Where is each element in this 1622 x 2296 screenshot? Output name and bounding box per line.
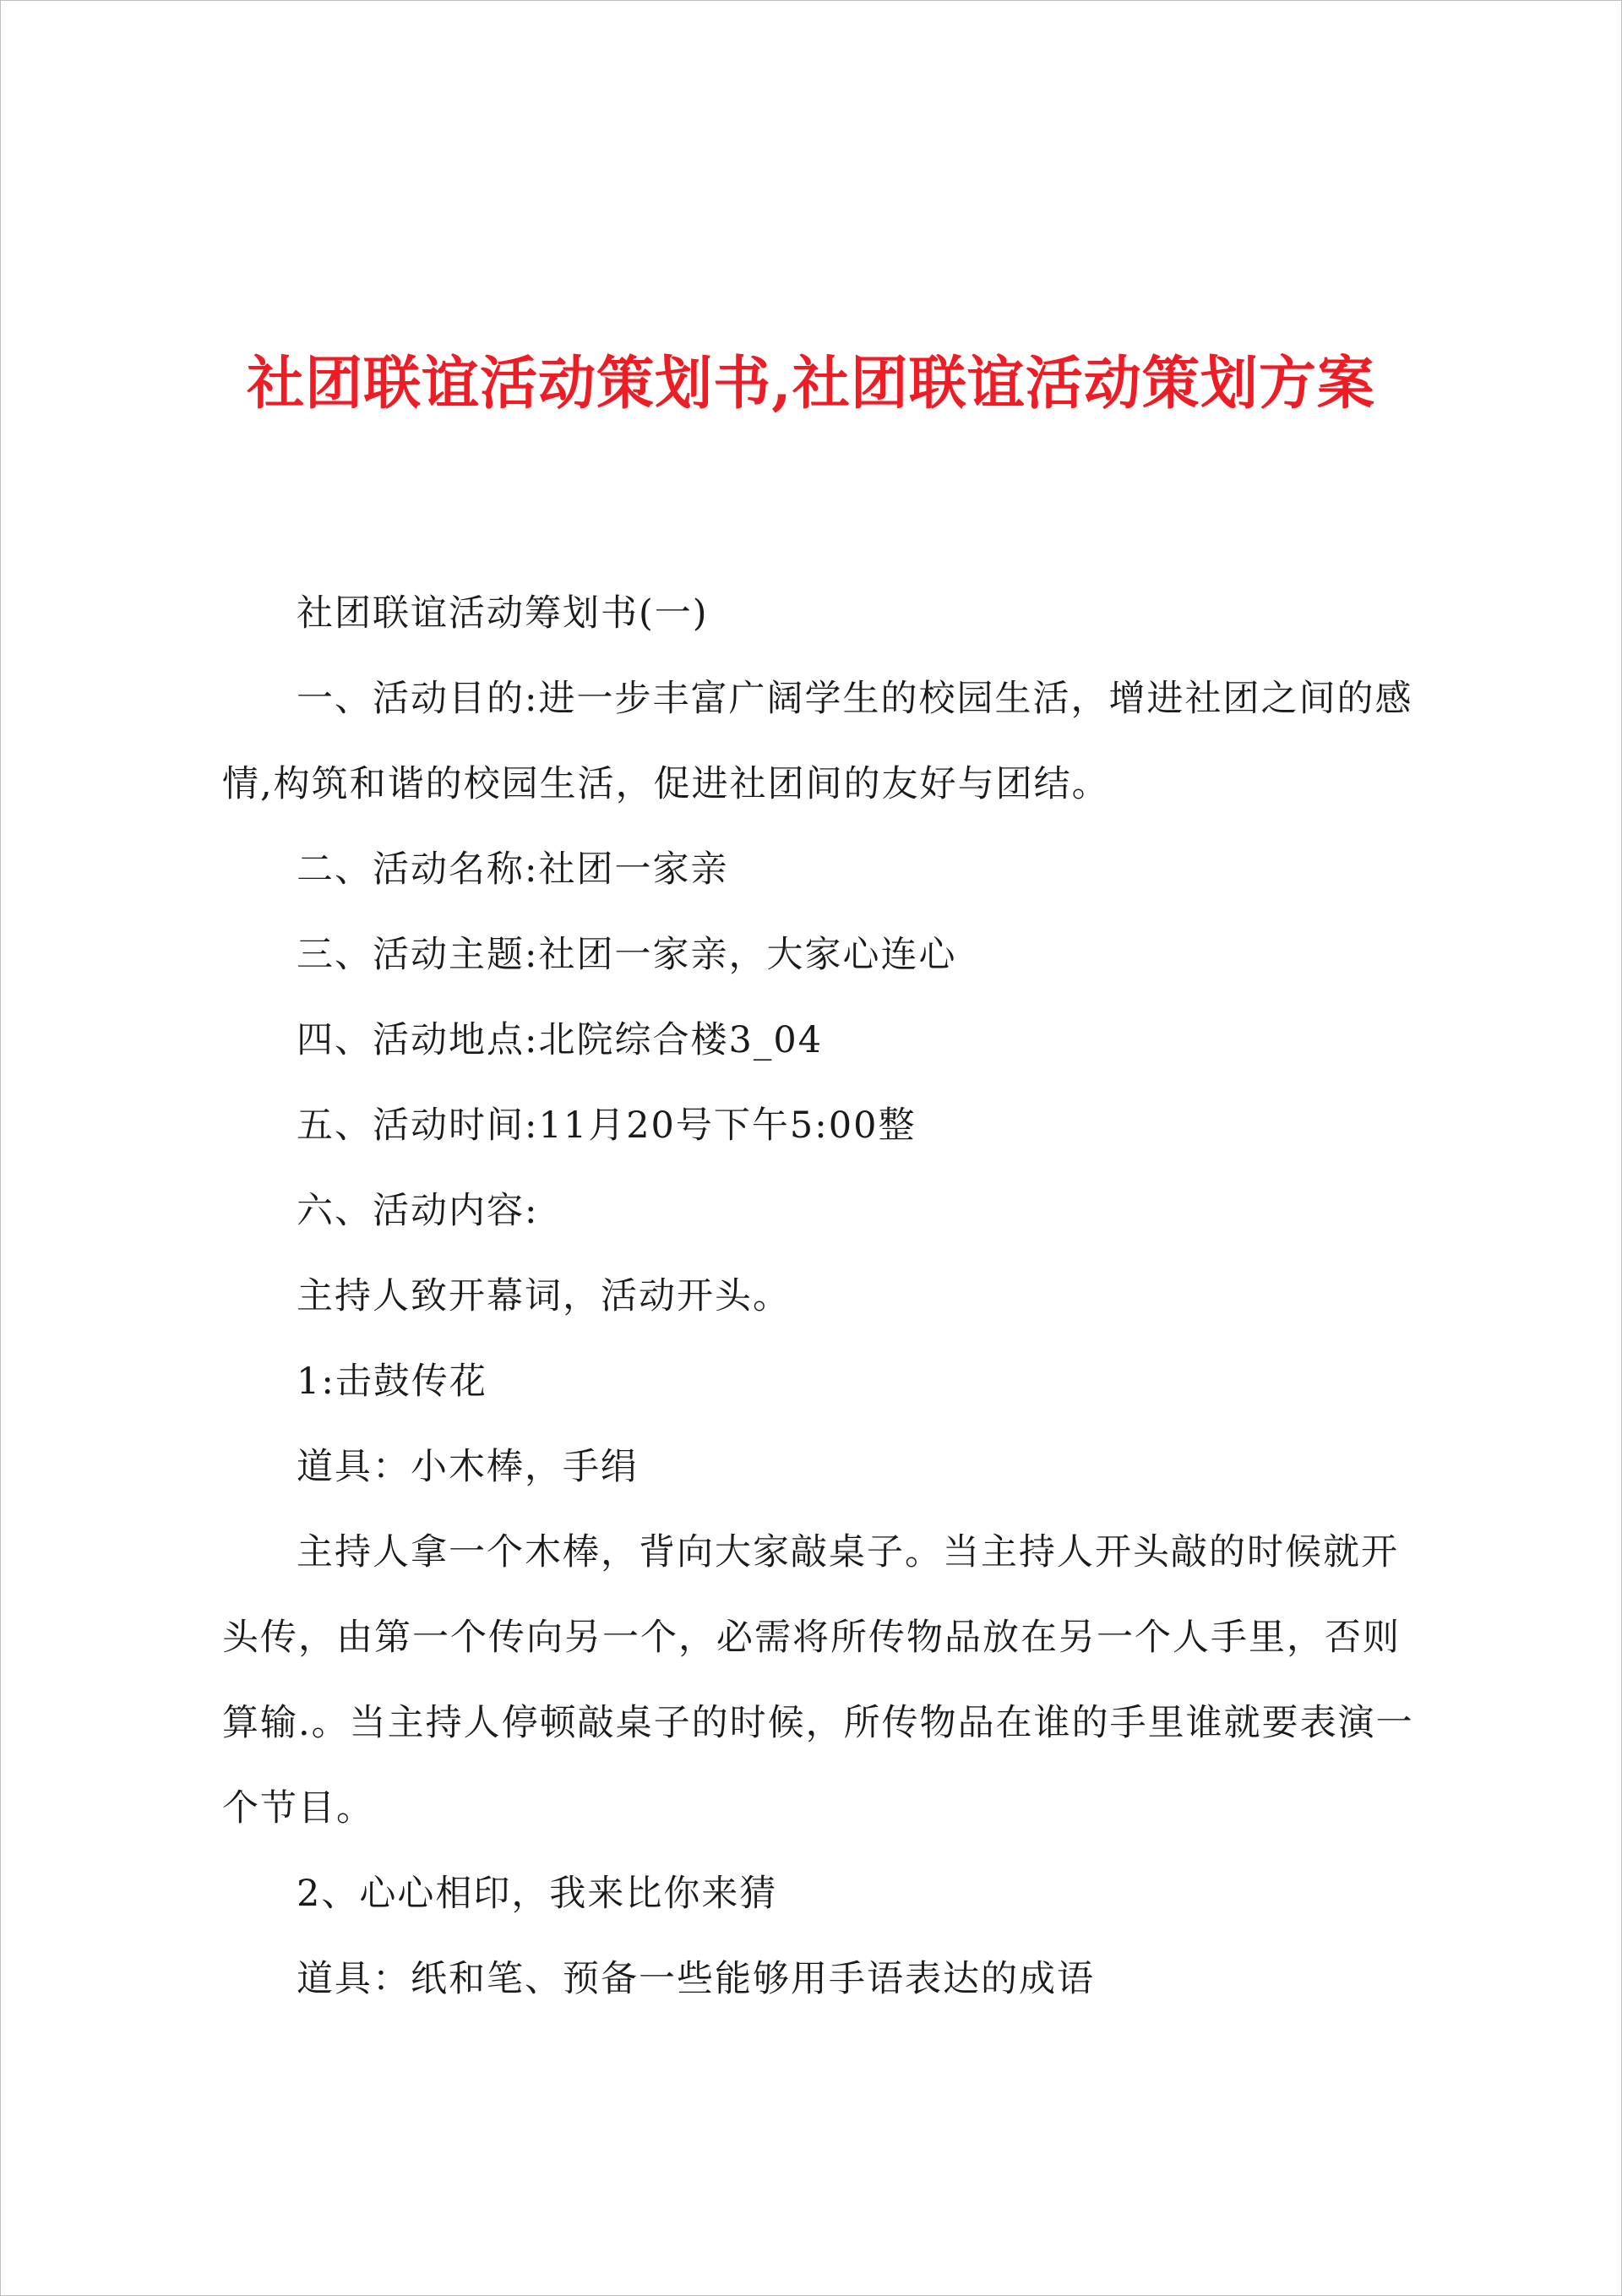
- paragraph-purpose: 一、活动目的:进一步丰富广阔学生的校园生活，增进社团之间的感情,构筑和谐的校园生活，促进社团间的友好与团结。: [222, 678, 1413, 805]
- document-title: 社团联谊活动策划书,社团联谊活动策划方案: [247, 350, 1375, 417]
- paragraph-props-1: 道具：小木棒，手绢: [297, 1446, 639, 1488]
- paragraph-game-1: 1:击鼓传花: [297, 1361, 487, 1403]
- paragraph-game-1-rules: 主持人拿一个木棒，背向大家敲桌子。当主持人开头敲的时候就开头传，由第一个传向另一个，必需将所传物品放在另一个人手里，否则算输.。当主持人停顿敲桌子的时候，所传物品在谁的手里谁就要表演一个节目。: [222, 1531, 1414, 1830]
- paragraph-theme: 三、活动主题:社团一家亲，大家心连心: [297, 934, 957, 976]
- document-body: [222, 571, 1423, 2022]
- paragraph-time: 五、活动时间:11月20号下午5:00整: [297, 1104, 917, 1147]
- paragraph-game-2: 2、心心相印，我来比你来猜: [297, 1873, 778, 1915]
- section-heading: 社团联谊活动筹划书(一): [297, 592, 709, 635]
- paragraph-opening: 主持人致开幕词，活动开头。: [297, 1275, 791, 1317]
- paragraph-name: 二、活动名称:社团一家亲: [297, 848, 729, 891]
- paragraph-location: 四、活动地点:北院综合楼3_04: [297, 1019, 824, 1061]
- paragraph-props-2: 道具：纸和笔、预备一些能够用手语表达的成语: [297, 1958, 1095, 2000]
- paragraph-content-heading: 六、活动内容:: [297, 1190, 539, 1232]
